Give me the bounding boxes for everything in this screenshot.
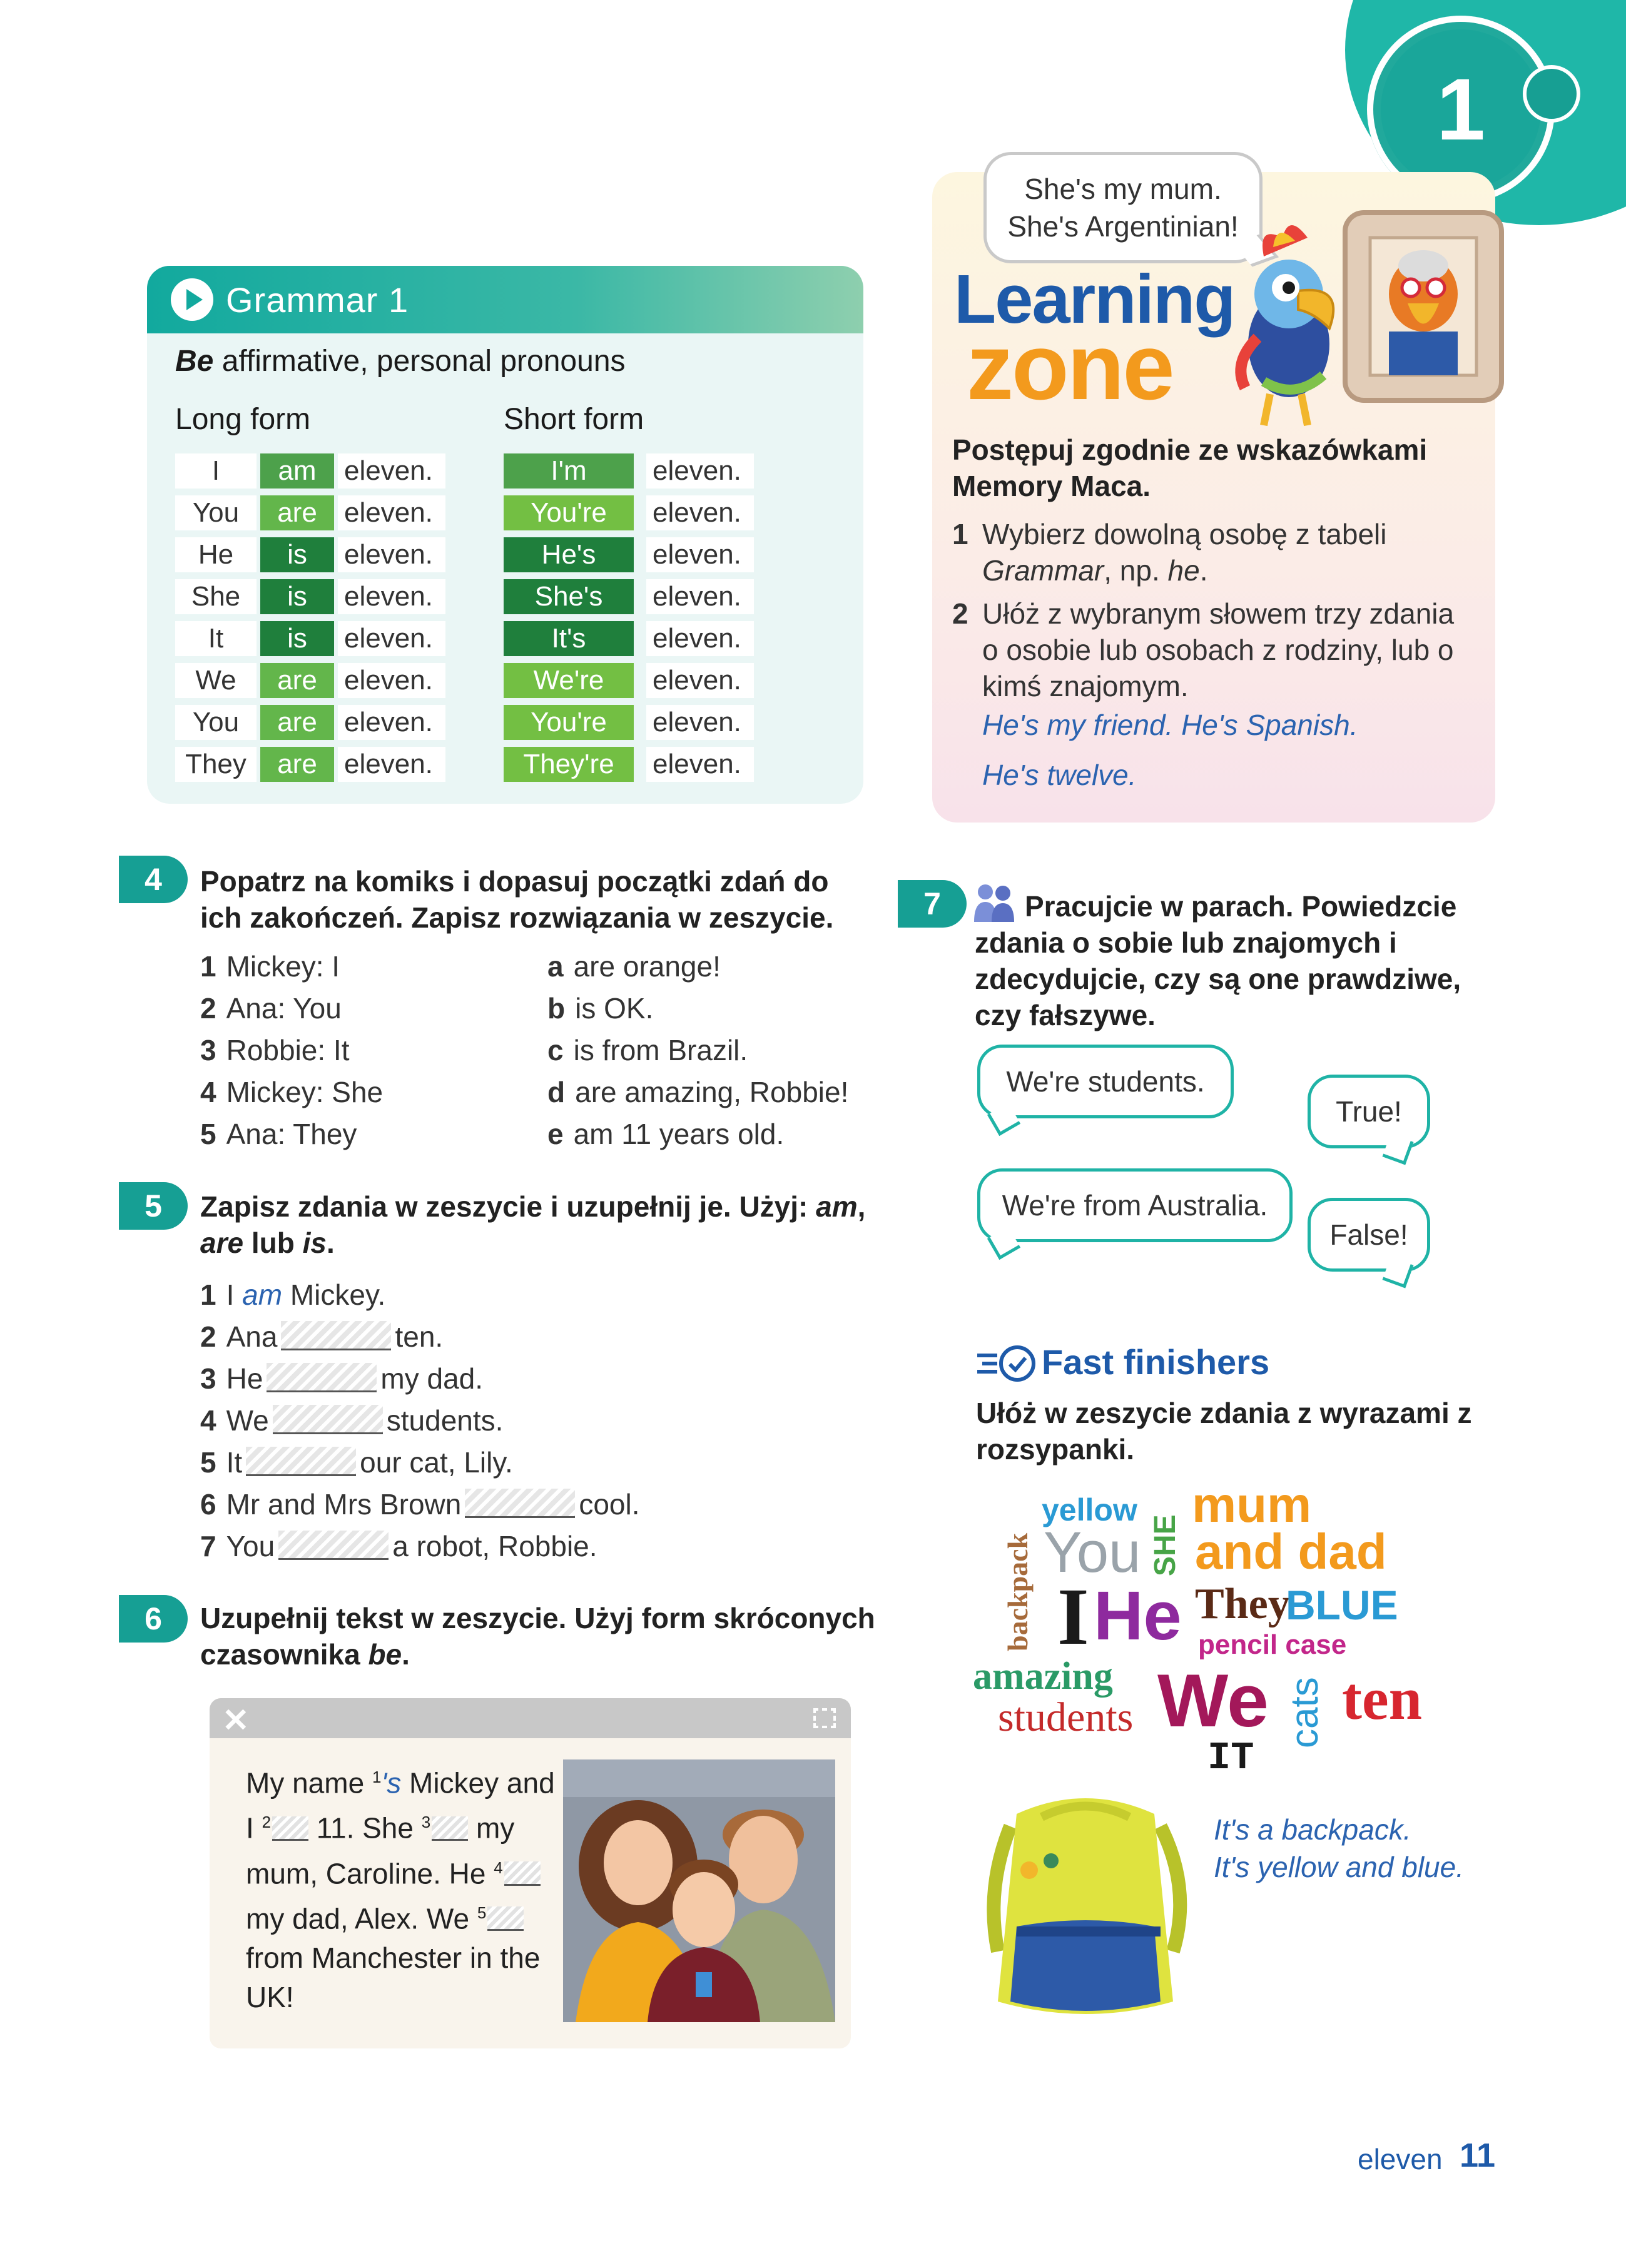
short-form-cell: I'm — [504, 453, 634, 489]
short-form-header: Short form — [504, 403, 644, 436]
gap-fill-item — [200, 1278, 385, 1312]
short-form-cell: They're — [504, 747, 634, 782]
word-he: He — [1094, 1577, 1182, 1654]
learning-zone-title-zone: zone — [967, 314, 1173, 419]
speech-bubble-false: False! — [1308, 1198, 1430, 1272]
speech-bubble-students: We're students. — [977, 1045, 1234, 1118]
item-number: 2 — [200, 992, 216, 1025]
item-before: He — [226, 1362, 263, 1395]
complement-cell: eleven. — [338, 705, 445, 740]
comma: , — [857, 1190, 866, 1223]
item-italic-grammar: Grammar — [982, 554, 1104, 587]
backpack-example-1: It's a backpack. — [1214, 1813, 1411, 1846]
answer-blank — [246, 1447, 356, 1476]
item-text: are orange! — [573, 950, 721, 983]
answer-blank — [465, 1489, 575, 1518]
text-part: Mickey and I — [246, 1766, 555, 1845]
pronoun-cell: We — [175, 663, 257, 698]
grammar-box — [147, 266, 863, 804]
pronoun-cell: It — [175, 621, 257, 656]
pronoun-cell: I — [175, 453, 257, 489]
item-letter: a — [547, 950, 564, 983]
short-form-cell: You're — [504, 495, 634, 530]
gap-blank — [432, 1816, 468, 1841]
item-before: Mr and Mrs Brown — [226, 1488, 462, 1521]
match-right-item — [547, 1033, 748, 1067]
item-number: 2 — [952, 597, 968, 630]
unit-number: 1 — [1436, 60, 1485, 158]
short-form-cell: You're — [504, 705, 634, 740]
item-letter: d — [547, 1076, 566, 1108]
short-form-row — [504, 663, 754, 698]
item-end: . — [1199, 554, 1208, 587]
speech-bubble-true: True! — [1308, 1075, 1430, 1148]
grammar-subtitle-rest: affirmative, personal pronouns — [213, 345, 626, 378]
item-number: 3 — [200, 1034, 216, 1066]
exercise-5-number: 5 — [119, 1182, 188, 1230]
word-mum: mum — [1192, 1477, 1312, 1532]
answer-blank — [278, 1531, 389, 1560]
verb-cell: are — [260, 495, 334, 530]
match-left-item — [200, 1117, 357, 1151]
learning-zone-intro: Postępuj zgodnie ze wskazówkami Memory Maca. — [952, 433, 1428, 502]
word-am: am — [816, 1190, 858, 1223]
fullscreen-icon[interactable] — [813, 1708, 836, 1728]
bubble-line-1: She's my mum. — [1024, 173, 1222, 205]
instruction-text: Uzupełnij tekst w zeszycie. Użyj form skróconych czasownika — [200, 1602, 875, 1671]
match-left-item — [200, 1075, 383, 1109]
exercise-4-instruction: Popatrz na komiks i dopasuj początki zdań do ich zakończeń. Zapisz rozwiązania w zeszycie. — [200, 865, 834, 934]
item-number: 5 — [200, 1446, 216, 1479]
gap-fill-item — [200, 1320, 443, 1354]
item-after: students. — [386, 1404, 504, 1437]
item-text: is OK. — [575, 992, 654, 1025]
item-number: 5 — [200, 1118, 216, 1150]
match-right-item — [547, 991, 653, 1025]
match-right-item — [547, 949, 721, 983]
verb-cell: is — [260, 537, 334, 572]
text-part: 11. She — [308, 1811, 422, 1845]
grammar-title: Grammar 1 — [226, 280, 409, 320]
short-form-row — [504, 537, 754, 572]
short-form-row — [504, 495, 754, 530]
grammar-subtitle — [175, 344, 626, 378]
pronoun-cell: You — [175, 495, 257, 530]
item-text: is from Brazil. — [573, 1034, 748, 1066]
unit-badge-dot — [1527, 69, 1577, 119]
long-form-row — [175, 579, 445, 614]
word-pencil-case: pencil case — [1198, 1629, 1347, 1660]
play-icon[interactable] — [171, 278, 213, 321]
complement-cell: eleven. — [338, 537, 445, 572]
word-ten: ten — [1342, 1665, 1422, 1732]
short-form-row — [504, 579, 754, 614]
exercise-6-number: 6 — [119, 1595, 188, 1643]
gap-blank — [272, 1816, 308, 1841]
verb-cell: is — [260, 621, 334, 656]
word-we: We — [1157, 1659, 1269, 1743]
page-number-word: eleven — [1358, 2143, 1443, 2175]
complement-cell: eleven. — [646, 495, 754, 530]
dot: . — [402, 1638, 410, 1671]
dot: . — [327, 1227, 335, 1259]
long-form-row — [175, 495, 445, 530]
word-i: I — [1057, 1572, 1089, 1662]
word-lub: lub — [243, 1227, 303, 1259]
parrot — [1241, 225, 1333, 425]
answer-blank — [267, 1363, 377, 1392]
picture-frame — [1345, 213, 1502, 400]
instruction-text: Zapisz zdania w zeszycie i uzupełnij je. Użyj: — [200, 1190, 816, 1223]
text-part: my dad, Alex. We — [246, 1902, 477, 1935]
word-is: is — [302, 1227, 327, 1259]
verb-cell: are — [260, 747, 334, 782]
item-number: 1 — [200, 950, 216, 983]
item-text: Robbie: It — [226, 1034, 350, 1066]
item-text: Wybierz dowolną osobę z tabeli — [982, 518, 1387, 550]
item-letter: e — [547, 1118, 564, 1150]
short-form-row — [504, 453, 754, 489]
item-before: Ana — [226, 1320, 278, 1353]
short-form-row — [504, 621, 754, 656]
match-right-item — [547, 1075, 848, 1109]
gap-fill-item — [200, 1529, 597, 1563]
long-form-row — [175, 663, 445, 698]
speech-bubble-australia: We're from Australia. — [977, 1168, 1293, 1242]
short-form-row — [504, 747, 754, 782]
item-number: 4 — [200, 1076, 216, 1108]
learning-zone-example-1: He's my friend. He's Spanish. — [982, 709, 1358, 741]
word-it: IT — [1207, 1736, 1254, 1780]
complement-cell: eleven. — [338, 579, 445, 614]
complement-cell: eleven. — [338, 663, 445, 698]
item-before: It — [226, 1446, 243, 1479]
comic-text-panel — [210, 1698, 851, 2048]
pronoun-cell: He — [175, 537, 257, 572]
verb-cell: are — [260, 705, 334, 740]
panel-toolbar — [210, 1698, 851, 1738]
complement-cell: eleven. — [338, 495, 445, 530]
gap-blank — [487, 1906, 524, 1931]
verb-cell: are — [260, 663, 334, 698]
word-yellow: yellow — [1042, 1492, 1137, 1527]
bubble-line-2: She's Argentinian! — [1007, 210, 1239, 243]
item-after: a robot, Robbie. — [392, 1530, 597, 1562]
long-form-row — [175, 621, 445, 656]
item-number: 1 — [952, 518, 968, 550]
pronoun-cell: You — [175, 705, 257, 740]
complement-cell: eleven. — [646, 453, 754, 489]
gap-number: 4 — [494, 1858, 503, 1877]
gap-number: 5 — [477, 1903, 487, 1922]
backpack-illustration — [973, 1789, 1198, 2027]
complement-cell: eleven. — [646, 621, 754, 656]
exercise-6-instruction — [200, 1600, 876, 1673]
item-number: 4 — [200, 1404, 216, 1437]
exercise-7-instruction: Pracujcie w parach. Powiedzcie zdania o sobie lub znajomych i zdecydujcie, czy są one prawdziwe, czy fałszywe. — [975, 890, 1461, 1031]
item-number: 1 — [200, 1278, 216, 1311]
text-part: from Manchester in the UK! — [246, 1941, 541, 2014]
gap-fill-item — [200, 1445, 513, 1479]
word-she: SHE — [1149, 1514, 1182, 1576]
long-form-row — [175, 453, 445, 489]
answer-blank — [273, 1405, 383, 1434]
learning-zone-item-1 — [952, 516, 1465, 589]
verb-cell: is — [260, 579, 334, 614]
complement-cell: eleven. — [338, 747, 445, 782]
item-text: Ana: You — [226, 992, 342, 1025]
item-before: I — [226, 1278, 235, 1311]
verb-cell: am — [260, 453, 334, 489]
word-cats: cats — [1283, 1677, 1326, 1748]
item-before: You — [226, 1530, 275, 1562]
item-text: Mickey: I — [226, 950, 340, 983]
memory-mac-parrot-illustration — [1220, 188, 1520, 438]
long-form-row — [175, 705, 445, 740]
answer-blank — [281, 1321, 391, 1350]
item-after: Mickey. — [290, 1278, 386, 1311]
item-text: am 11 years old. — [573, 1118, 785, 1150]
gap-fill-text — [246, 1758, 559, 2017]
fast-finishers-title: Fast finishers — [1042, 1342, 1270, 1382]
grammar-header — [147, 266, 863, 333]
gap-number: 2 — [262, 1813, 272, 1832]
family-picture — [563, 1759, 835, 2022]
item-letter: c — [547, 1034, 564, 1066]
complement-cell: eleven. — [338, 453, 445, 489]
long-form-header: Long form — [175, 403, 311, 436]
item-example: he — [1167, 554, 1200, 587]
close-icon[interactable]: ✕ — [222, 1703, 250, 1739]
item-text: Ana: They — [226, 1118, 357, 1150]
short-form-cell: It's — [504, 621, 634, 656]
gap-blank — [504, 1861, 541, 1886]
text-part: my mum, Caroline. He — [246, 1811, 515, 1890]
complement-cell: eleven. — [338, 621, 445, 656]
word-students: students — [998, 1694, 1134, 1740]
example-answer: 's — [381, 1766, 402, 1800]
pronoun-cell: They — [175, 747, 257, 782]
item-after: my dad. — [380, 1362, 484, 1395]
match-left-item — [200, 991, 342, 1025]
complement-cell: eleven. — [646, 579, 754, 614]
word-be: be — [368, 1638, 402, 1671]
item-text: are amazing, Robbie! — [575, 1076, 849, 1108]
backpack-example-2: It's yellow and blue. — [1214, 1851, 1465, 1883]
gap-fill-item — [200, 1487, 640, 1521]
short-form-cell: We're — [504, 663, 634, 698]
complement-cell: eleven. — [646, 537, 754, 572]
match-left-item — [200, 1033, 350, 1067]
item-after: , np. — [1104, 554, 1160, 587]
item-number: 7 — [200, 1530, 216, 1562]
item-number: 6 — [200, 1488, 216, 1521]
gap-number: 1 — [372, 1768, 382, 1786]
short-form-row — [504, 705, 754, 740]
match-right-item — [547, 1117, 784, 1151]
fast-finishers-instruction: Ułóż w zeszycie zdania z wyrazami z rozsypanki. — [976, 1397, 1472, 1466]
word-and-dad: and dad — [1195, 1524, 1387, 1579]
complement-cell: eleven. — [646, 705, 754, 740]
word-amazing: amazing — [973, 1655, 1113, 1698]
gap-fill-item — [200, 1362, 483, 1395]
word-blue: BLUE — [1286, 1582, 1398, 1628]
exercise-4-number: 4 — [119, 856, 188, 903]
fast-finishers-clock-icon — [976, 1342, 1039, 1385]
complement-cell: eleven. — [646, 663, 754, 698]
learning-zone-item-2 — [952, 595, 1465, 704]
item-text: Ułóż z wybranym słowem trzy zdania o osobie lub osobach z rodziny, lub o kimś znajomym. — [982, 597, 1455, 702]
family-illustration — [563, 1759, 835, 2022]
short-form-cell: He's — [504, 537, 634, 572]
item-number: 2 — [200, 1320, 216, 1353]
match-left-item — [200, 949, 340, 983]
pronoun-cell: She — [175, 579, 257, 614]
complement-cell: eleven. — [646, 747, 754, 782]
learning-zone-example-2: He's twelve. — [982, 759, 1137, 791]
item-after: ten. — [395, 1320, 444, 1353]
item-text: Mickey: She — [226, 1076, 384, 1108]
page-number: 11 — [1460, 2137, 1496, 2174]
item-before: We — [226, 1404, 269, 1437]
word-they: They — [1195, 1580, 1290, 1628]
short-form-cell: She's — [504, 579, 634, 614]
word-are: are — [200, 1227, 244, 1259]
item-letter: b — [547, 992, 566, 1025]
item-after: our cat, Lily. — [360, 1446, 513, 1479]
grammar-subtitle-be: Be — [175, 345, 214, 378]
exercise-5-instruction — [200, 1188, 876, 1261]
example-answer: am — [242, 1278, 283, 1311]
word-backpack: backpack — [1002, 1532, 1034, 1651]
item-number: 3 — [200, 1362, 216, 1395]
item-after: cool. — [579, 1488, 640, 1521]
long-form-row — [175, 537, 445, 572]
long-form-row — [175, 747, 445, 782]
word-you: You — [1044, 1521, 1141, 1584]
gap-number: 3 — [421, 1813, 431, 1832]
gap-fill-item — [200, 1404, 503, 1437]
exercise-7-number: 7 — [898, 880, 967, 928]
learning-zone-title-learning: Learning — [954, 261, 1235, 338]
text-part: My name — [246, 1766, 372, 1800]
